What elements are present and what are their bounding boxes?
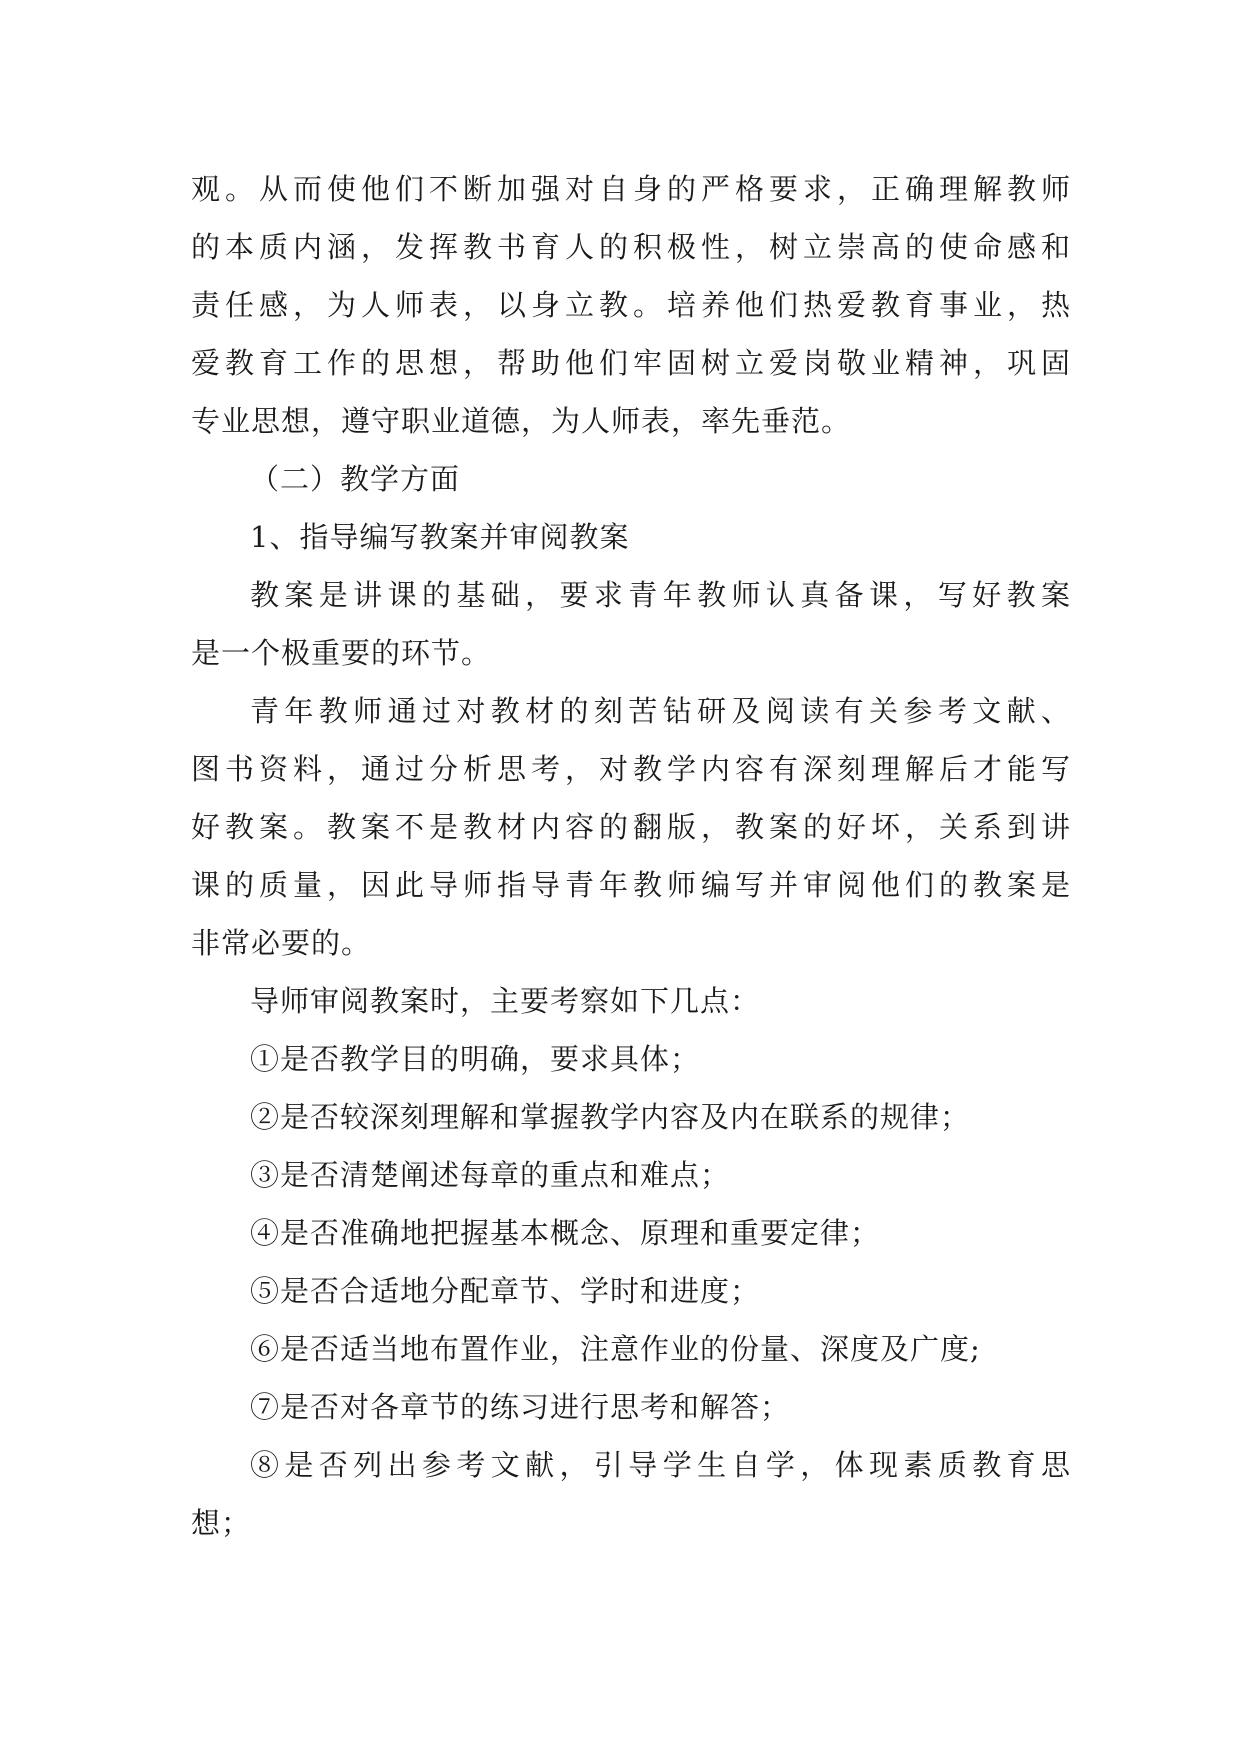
text-line: 是一个极重要的环节。 (191, 636, 492, 670)
section-heading: （二）教学方面 (250, 462, 461, 496)
text-line: 责任感，为人师表，以身立教。培养他们热爱教育事业，热 (191, 288, 1071, 322)
subsection-heading: 1、指导编写教案并审阅教案 (250, 520, 630, 554)
text-line: 好教案。教案不是教材内容的翻版，教案的好坏，关系到讲 (191, 810, 1071, 844)
text-line: 观。从而使他们不断加强对自身的严格要求，正确理解教师 (191, 172, 1071, 206)
text-line: 青年教师通过对教材的刻苦钻研及阅读有关参考文献、 (250, 694, 1071, 728)
list-item: ④是否准确地把握基本概念、原理和重要定律； (250, 1216, 881, 1250)
text-line: 的本质内涵，发挥教书育人的积极性，树立崇高的使命感和 (191, 230, 1071, 264)
list-item: ⑥是否适当地布置作业，注意作业的份量、深度及广度; (250, 1332, 981, 1366)
text-line: 导师审阅教案时，主要考察如下几点： (250, 984, 761, 1018)
list-item: ⑧是否列出参考文献，引导学生自学，体现素质教育思 (250, 1448, 1071, 1482)
text-line: 课的质量，因此导师指导青年教师编写并审阅他们的教案是 (191, 868, 1071, 902)
list-item: ⑤是否合适地分配章节、学时和进度； (250, 1274, 761, 1308)
text-line: 图书资料，通过分析思考，对教学内容有深刻理解后才能写 (191, 752, 1071, 786)
list-item: ③是否清楚阐述每章的重点和难点； (250, 1158, 731, 1192)
text-line: 专业思想，遵守职业道德，为人师表，率先垂范。 (191, 404, 852, 438)
text-line: 教案是讲课的基础，要求青年教师认真备课，写好教案 (250, 578, 1071, 612)
text-line: 想； (191, 1506, 252, 1540)
list-item: ①是否教学目的明确，要求具体； (250, 1042, 701, 1076)
text-line: 爱教育工作的思想，帮助他们牢固树立爱岗敬业精神，巩固 (191, 346, 1071, 380)
list-item: ②是否较深刻理解和掌握教学内容及内在联系的规律； (250, 1100, 971, 1134)
list-item: ⑦是否对各章节的练习进行思考和解答； (250, 1390, 791, 1424)
text-line: 非常必要的。 (191, 926, 372, 960)
